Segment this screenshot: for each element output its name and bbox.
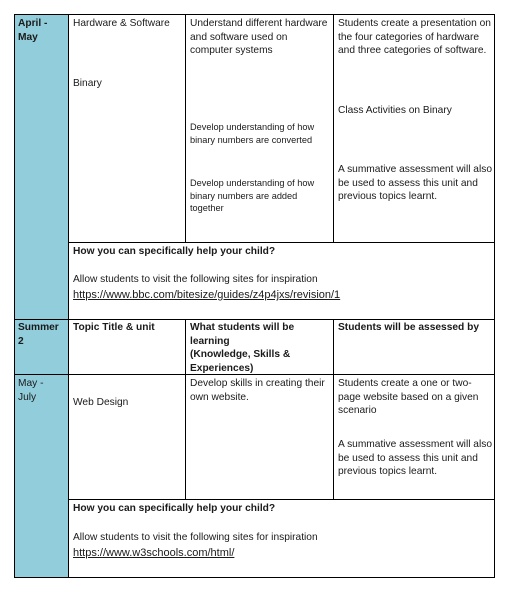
table-border [14, 577, 495, 578]
row-divider [68, 242, 495, 243]
topic-subtitle: Binary [73, 78, 102, 89]
table-border [494, 14, 495, 578]
column-divider [185, 14, 186, 243]
column-header-assessed: Students will be assessed by [338, 322, 479, 333]
term-label: Summer 2 [18, 322, 59, 347]
resource-link[interactable]: https://www.bbc.com/bitesize/guides/z4p4jxs/revision/1 [73, 289, 341, 301]
row-divider [14, 319, 495, 320]
help-text: Allow students to visit the following sites for inspiration [73, 274, 318, 285]
learning-objective: Develop understanding of how binary numbers are added together [190, 178, 315, 213]
help-text: Allow students to visit the following sites for inspiration [73, 532, 318, 543]
assessment-text: Students create a presentation on the four categories of hardware and three categories of software. [338, 18, 491, 56]
column-header-learning: What students will be learning (Knowledge, Skills & Experiences) [190, 322, 295, 374]
learning-objective: Develop skills in creating their own website. [190, 378, 325, 403]
column-divider [68, 14, 69, 578]
term-column-band [14, 374, 68, 578]
table-border [14, 14, 15, 578]
assessment-text: Class Activities on Binary [338, 105, 452, 116]
column-divider [333, 14, 334, 243]
topic-title: Hardware & Software [73, 18, 170, 29]
table-border [14, 14, 495, 15]
learning-objective: Develop understanding of how binary numbers are converted [190, 122, 315, 145]
assessment-text: A summative assessment will also be used to assess this unit and previous topics learnt. [338, 439, 492, 477]
column-divider [333, 319, 334, 500]
assessment-text: A summative assessment will also be used to assess this unit and previous topics learnt. [338, 164, 492, 202]
resource-link[interactable]: https://www.w3schools.com/html/ [73, 547, 235, 559]
learning-objective: Understand different hardware and software used on computer systems [190, 18, 328, 56]
row-divider [68, 499, 495, 500]
curriculum-table [14, 14, 495, 578]
assessment-text: Students create a one or two-page website based on a given scenario [338, 378, 479, 416]
term-column-band [14, 14, 68, 319]
topic-title: Web Design [73, 397, 129, 408]
help-heading: How you can specifically help your child? [73, 503, 276, 514]
help-heading: How you can specifically help your child? [73, 246, 276, 257]
term-label: April - May [18, 18, 48, 43]
column-header-topic: Topic Title & unit [73, 322, 155, 333]
column-divider [185, 319, 186, 500]
term-label: May - July [18, 378, 44, 403]
